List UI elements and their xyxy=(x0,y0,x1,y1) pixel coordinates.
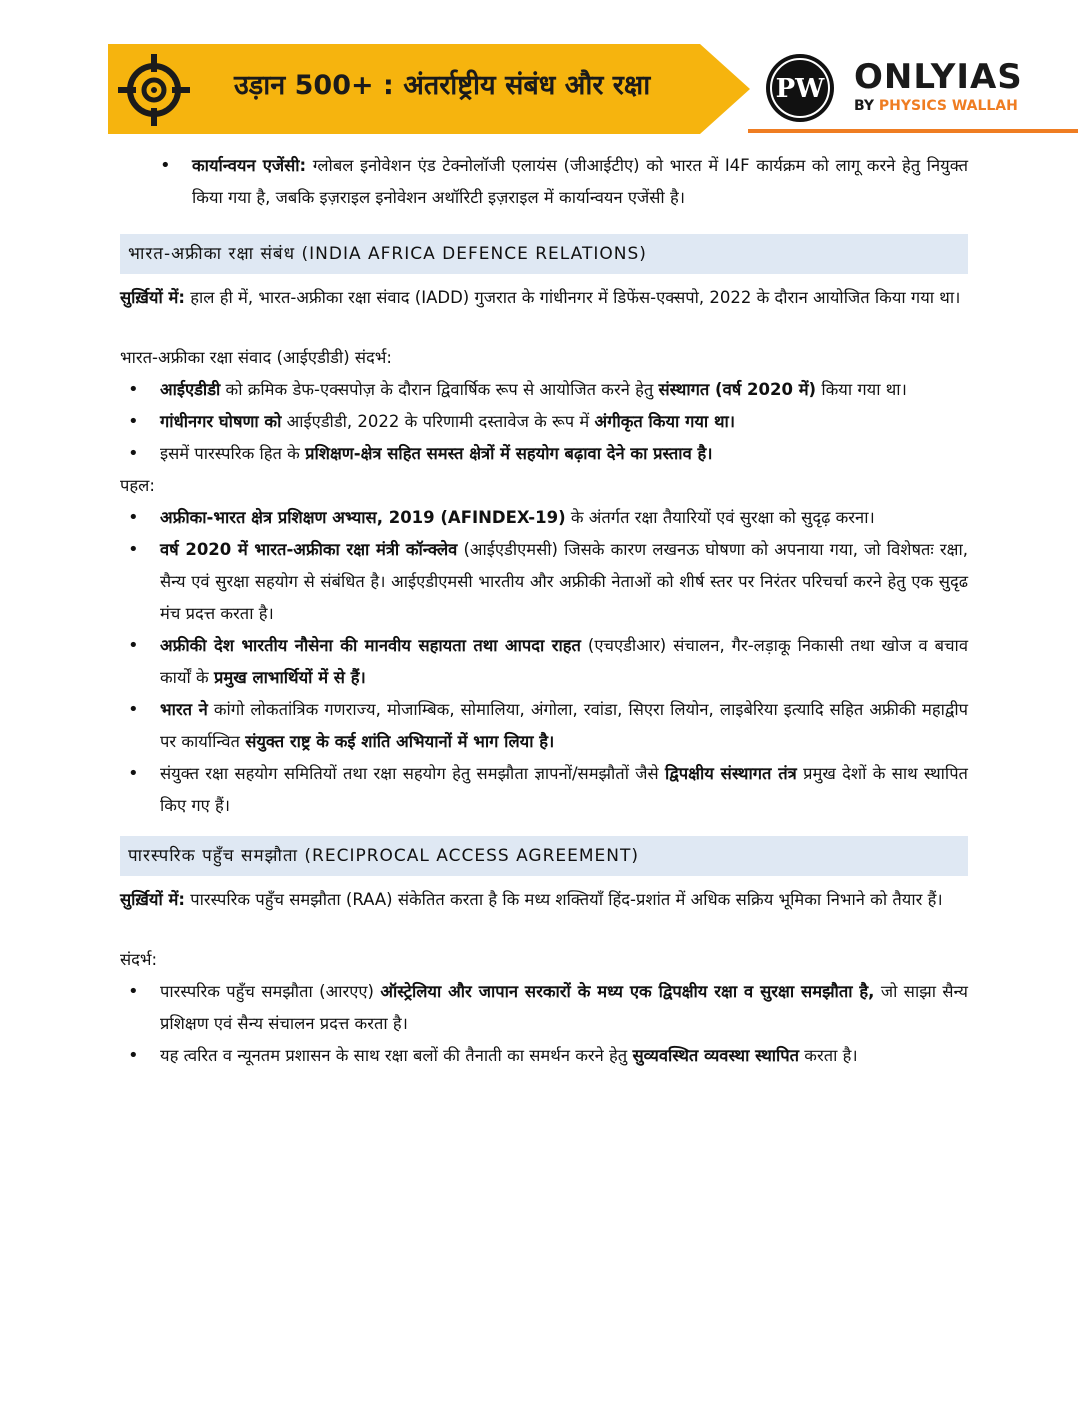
news-text: पारस्परिक पहुँच समझौता (RAA) संकेतित करता है कि मध्य शक्तियाँ हिंद-प्रशांत में अधिक सक्रिय भूमिका निभाने को तैयार हैं। xyxy=(184,890,943,909)
list-item: • अफ्रीका-भारत क्षेत्र प्रशिक्षण अभ्यास, 2019 (AFINDEX-19) के अंतर्गत रक्षा तैयारियों एवं सुरक्षा को सुदृढ़ करना। xyxy=(120,502,968,534)
list-item: • अफ्रीकी देश भारतीय नौसेना की मानवीय सहायता तथा आपदा राहत (एचएडीआर) संचालन, गैर-लड़ाकू निकासी तथा खोज व बचाव कार्यों के प्रमुख लाभार्थियों में से हैं। xyxy=(120,630,968,694)
context-list xyxy=(120,976,968,1072)
context-heading: भारत-अफ्रीका रक्षा संवाद (आईएडीडी) संदर्भ: xyxy=(120,348,392,367)
list-item: • संयुक्त रक्षा सहयोग समितियों तथा रक्षा सहयोग हेतु समझौता ज्ञापनों/समझौतों जैसे द्विपक्षीय संस्थागत तंत्र प्रमुख देशों के साथ स्थापित किए गए हैं। xyxy=(120,758,968,822)
spacer xyxy=(120,314,968,342)
brand-logo xyxy=(854,58,1034,114)
list-item: • आईएडीडी को क्रमिक डेफ-एक्सपोज़ के दौरान द्विवार्षिक रूप से आयोजित करने हेतु संस्थागत (वर्ष 2020 में) किया गया था। xyxy=(120,374,968,406)
intro-label: कार्यान्वयन एजेंसी: xyxy=(192,156,307,175)
initiatives-heading: पहल: xyxy=(120,476,155,495)
context-list xyxy=(120,374,968,470)
list-item: • पारस्परिक पहुँच समझौता (आरएए) ऑस्ट्रेलिया और जापान सरकारों के मध्य एक द्विपक्षीय रक्षा व सुरक्षा समझौता है, जो साझा सैन्य प्रशिक्षण एवं सैन्य संचालन प्रदत्त करता है। xyxy=(120,976,968,1040)
page-title: उड़ान 500+ : अंतर्राष्ट्रीय संबंध और रक्षा xyxy=(234,70,651,101)
list-item: • इसमें पारस्परिक हित के प्रशिक्षण-क्षेत्र सहित समस्त क्षेत्रों में सहयोग बढ़ावा देने का प्रस्ताव है। xyxy=(120,438,968,470)
list-item: • वर्ष 2020 में भारत-अफ्रीका रक्षा मंत्री कॉन्क्लेव (आईएडीएमसी) जिसके कारण लखनऊ घोषणा को अपनाया गया, जो विशेषतः रक्षा, सैन्य एवं सुरक्षा सहयोग से संबंधित है। आईएडीएमसी भारतीय और अफ्रीकी नेताओं को शीर्ष स्तर पर निरंतर परिचर्चा करने हेतु एक सुदृढ मंच प्रदत्त करता है। xyxy=(120,534,968,630)
intro-bullet xyxy=(120,150,968,214)
initiatives-list xyxy=(120,502,968,822)
news-label: सुर्ख़ियों में: xyxy=(120,288,185,307)
document-body xyxy=(120,150,968,1072)
brand-name: ONLYIAS xyxy=(854,57,1023,97)
news-text: हाल ही में, भारत-अफ्रीका रक्षा संवाद (IADD) गुजरात के गांधीनगर में डिफेंस-एक्सपो, 2022 के दौरान आयोजित किया गया था। xyxy=(184,288,961,307)
context-heading: संदर्भ: xyxy=(120,950,158,969)
section-heading-reciprocal-access: पारस्परिक पहुँच समझौता (RECIPROCAL ACCESS AGREEMENT) xyxy=(120,836,968,876)
brand-sub-prefix: BY xyxy=(854,98,879,114)
spacer xyxy=(120,916,968,944)
page-header xyxy=(0,0,1088,140)
list-item: • भारत ने कांगो लोकतांत्रिक गणराज्य, मोजाम्बिक, सोमालिया, अंगोला, रवांडा, सिएरा लियोन, लाइबेरिया इत्यादि सहित अफ्रीकी महाद्वीप पर कार्यान्वित संयुक्त राष्ट्र के कई शांति अभियानों में भाग लिया है। xyxy=(120,694,968,758)
header-divider xyxy=(748,129,1078,133)
news-paragraph xyxy=(120,884,968,916)
pw-logo xyxy=(764,52,836,124)
news-label: सुर्ख़ियों में: xyxy=(120,890,185,909)
brand-subtitle xyxy=(854,98,1034,114)
intro-text: ग्लोबल इनोवेशन एंड टेक्नोलॉजी एलायंस (जीआईटीए) को भारत में I4F कार्यक्रम को लागू करने हेतु नियुक्त किया गया है, जबकि इज़राइल इनोवेशन अथॉरिटी इज़राइल में कार्यान्वयन एजेंसी है। xyxy=(192,156,968,207)
target-icon xyxy=(116,52,192,128)
pw-logo-text: PW xyxy=(775,74,825,104)
section-heading-india-africa: भारत-अफ्रीका रक्षा संबंध (INDIA AFRICA DEFENCE RELATIONS) xyxy=(120,234,968,274)
news-paragraph xyxy=(120,282,968,314)
brand-sub-accent: PHYSICS WALLAH xyxy=(878,98,1018,114)
list-item: • यह त्वरित व न्यूनतम प्रशासन के साथ रक्षा बलों की तैनाती का समर्थन करने हेतु सुव्यवस्थित व्यवस्था स्थापित करता है। xyxy=(120,1040,968,1072)
list-item: • गांधीनगर घोषणा को आईएडीडी, 2022 के परिणामी दस्तावेज के रूप में अंगीकृत किया गया था। xyxy=(120,406,968,438)
